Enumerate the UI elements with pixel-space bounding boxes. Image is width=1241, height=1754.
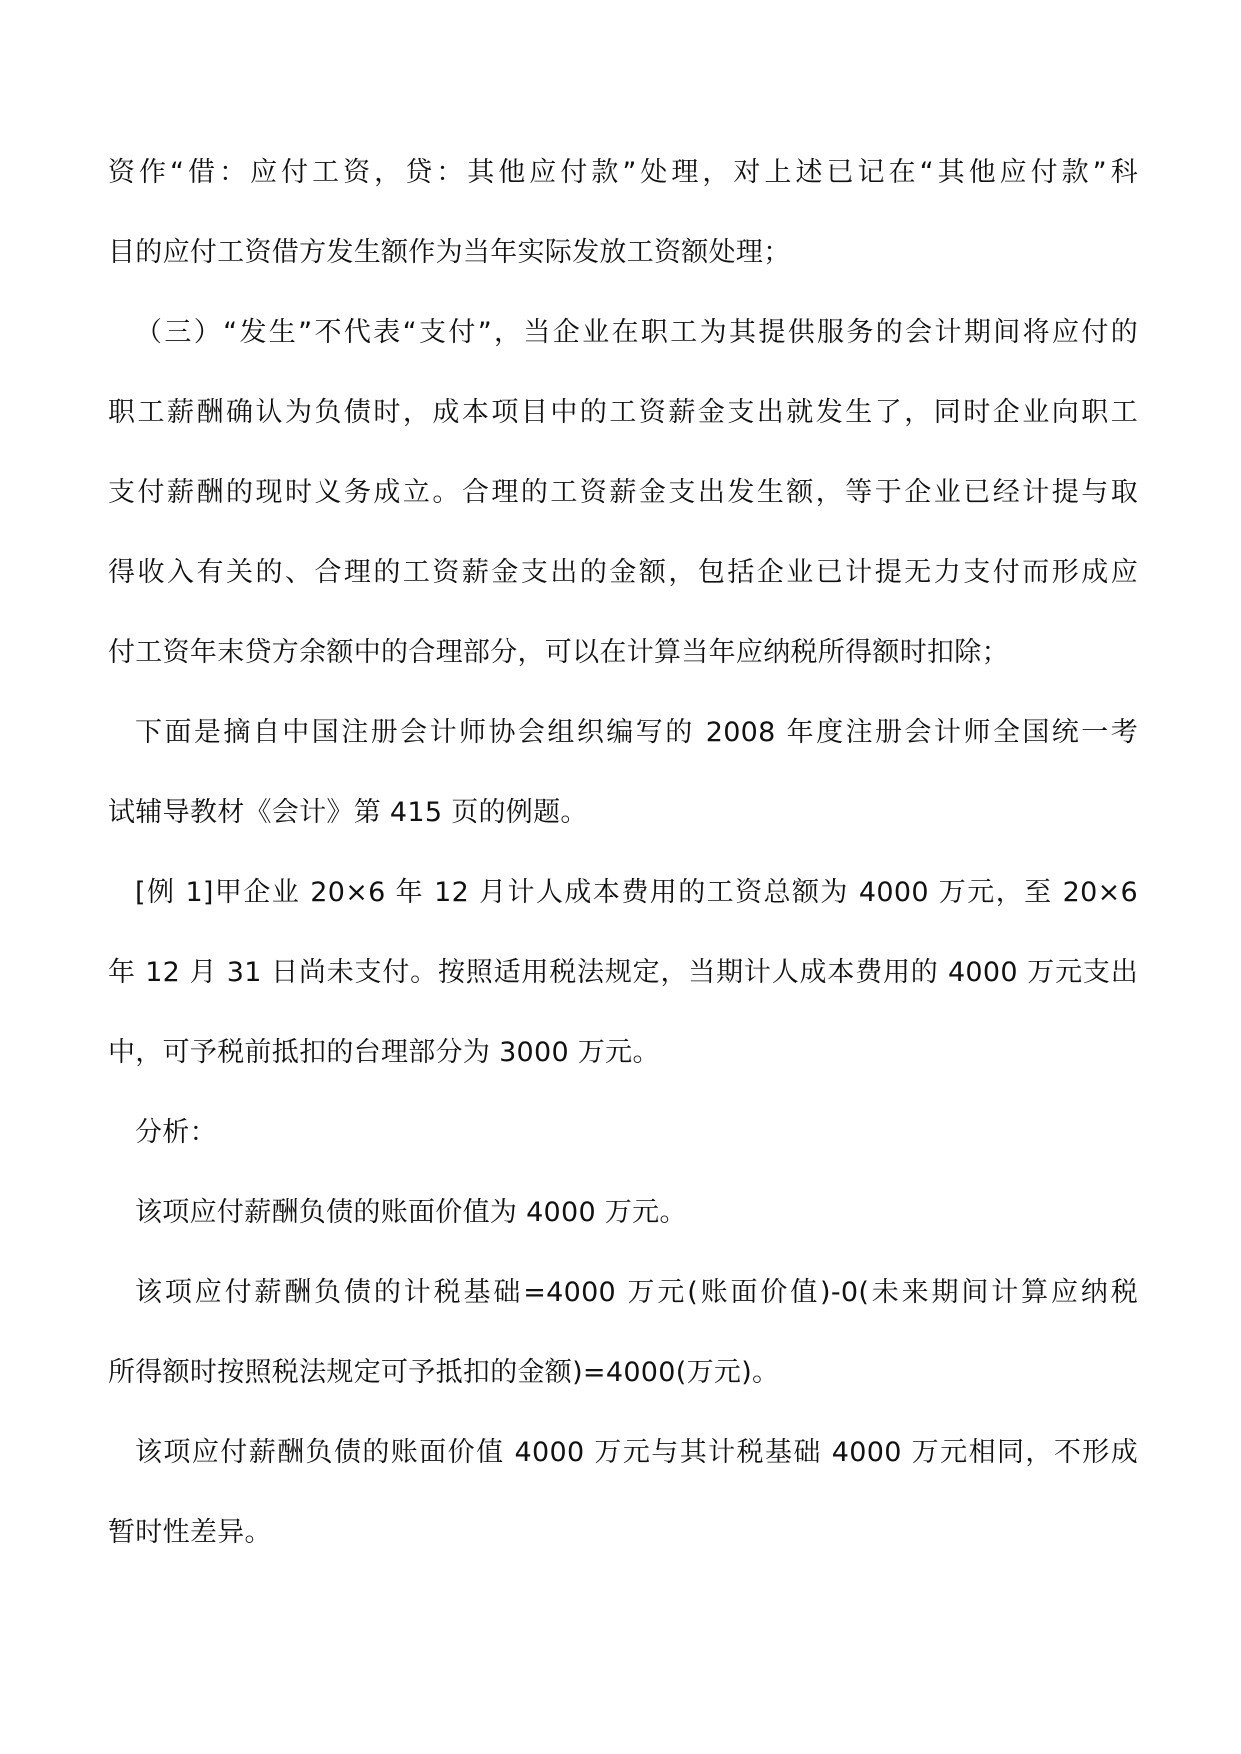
text-line: 暂时性差异。 <box>108 1517 272 1548</box>
paragraph-start-line: 该项应付薪酬负债的计税基础=4000 万元(账面价值)-0(未来期间计算应纳税 <box>135 1277 1138 1308</box>
text-line: 目的应付工资借方发生额作为当年实际发放工资额处理； <box>108 237 791 268</box>
text-line: 支付薪酬的现时义务成立。合理的工资薪金支出发生额，等于企业已经计提与取 <box>108 477 1138 508</box>
text-line: 资作“借：应付工资，贷：其他应付款”处理，对上述已记在“其他应付款”科 <box>108 157 1138 188</box>
paragraph-start-line: 下面是摘自中国注册会计师协会组织编写的 2008 年度注册会计师全国统一考 <box>135 717 1138 748</box>
paragraph-start-line: 该项应付薪酬负债的账面价值为 4000 万元。 <box>135 1197 687 1228</box>
text-line: 得收入有关的、合理的工资薪金支出的金额，包括企业已计提无力支付而形成应 <box>108 557 1138 588</box>
text-line: 试辅导教材《会计》第 415 页的例题。 <box>108 797 588 828</box>
text-line: 所得额时按照税法规定可予抵扣的金额)=4000(万元)。 <box>108 1357 780 1388</box>
paragraph-start-line: 该项应付薪酬负债的账面价值 4000 万元与其计税基础 4000 万元相同，不形成 <box>135 1437 1138 1468</box>
text-line: 付工资年末贷方余额中的合理部分，可以在计算当年应纳税所得额时扣除； <box>108 637 1009 668</box>
text-line: 中，可予税前抵扣的台理部分为 3000 万元。 <box>108 1037 660 1068</box>
text-line: 年 12 月 31 日尚未支付。按照适用税法规定，当期计人成本费用的 4000 万元支出 <box>108 957 1138 988</box>
text-line: 职工薪酬确认为负债时，成本项目中的工资薪金支出就发生了，同时企业向职工 <box>108 397 1138 428</box>
paragraph-start-line: [例 1]甲企业 20×6 年 12 月计人成本费用的工资总额为 4000 万元，至 20×6 <box>135 877 1138 908</box>
document-body <box>108 153 1138 1593</box>
paragraph-start-line: （三）“发生”不代表“支付”，当企业在职工为其提供服务的会计期间将应付的 <box>135 317 1138 348</box>
paragraph-start-line: 分析： <box>135 1117 217 1148</box>
